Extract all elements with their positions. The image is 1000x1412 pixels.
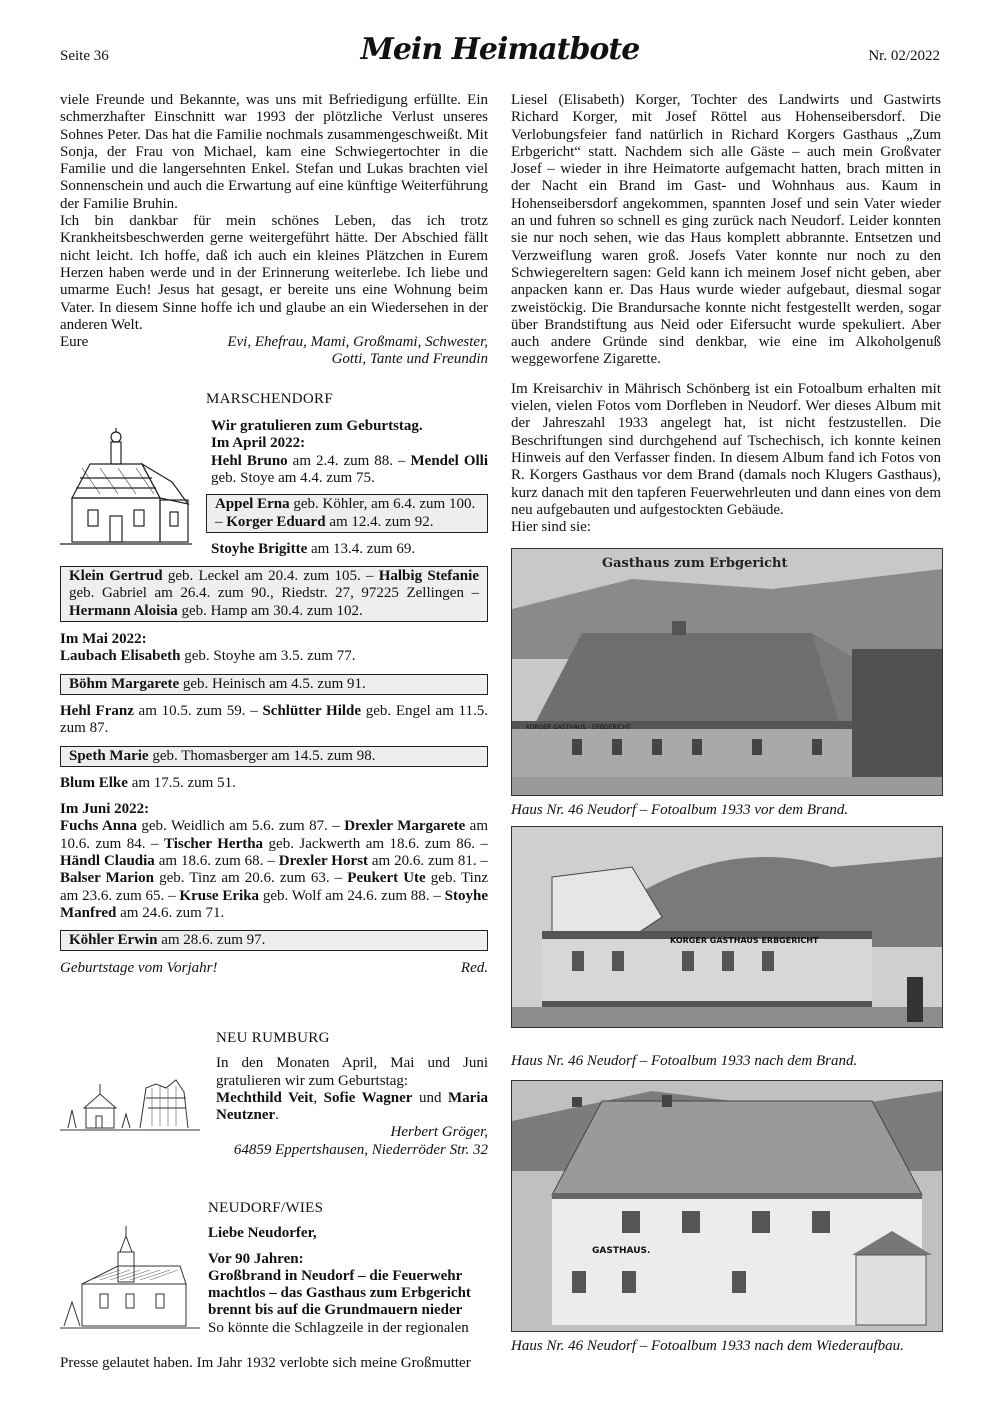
photo-caption: Haus Nr. 46 Neudorf – Fotoalbum 1933 nach dem Wiederaufbau. [511,1338,904,1354]
highlight-box: Böhm Margarete geb. Heinisch am 4.5. zum 91. [60,674,488,695]
section-title: NEU RUMBURG [216,1030,330,1046]
birthday-entry: Laubach Elisabeth geb. Stoyhe am 3.5. zum 77. [60,648,356,665]
church-illustration [60,420,192,552]
right-column [511,92,941,536]
month-heading: Im Juni 2022: [60,801,150,818]
body-text: Presse gelautet haben. Im Jahr 1932 verlobte sich meine Großmutter [60,1355,471,1371]
photo-sign: GASTHAUS. [592,1246,651,1256]
photo-before-fire [511,548,943,796]
section-footer [60,960,488,977]
photo-label: Gasthaus zum Erbgericht [602,556,788,571]
body-text: So könnte die Schlagzeile in der regionalen [208,1319,469,1336]
name-list: Mechthild Veit, Sofie Wagner und Maria Neutzner. [216,1089,488,1124]
article-paragraph: Hier sind sie: [511,519,591,536]
article-paragraph: Liesel (Elisabeth) Korger, Tochter des Landwirts und Gastwirts Richard Korger, mit Josef Röttel aus Hohenseibersdorf. Die Verlobungsfeier fand natürlich in Richard Korgers Gasthaus „Zum Erbgericht“ statt. Nachdem sich alle Gäste – auch mein Großvater Josef – wieder in ihre Heimatorte aufgemacht hatten, brach mitten in der Nacht ein Brand im Gast- und Wohnhaus aus. Kaum in Hohenseibersdorf angekommen, spannten Josef und sein Vater wieder an und fuhren so schnell es ging zurück nach Neudorf. Leider konnten sie nur noch sehen, wie das Haus komplett abbrannte. Entsetzen und Verzweiflung waren groß. Josefs Vater konnte nur noch zu den Schwiegereltern sagen: Geld kann ich meinem Josef nicht geben, aber anpacken kann er. Das Haus wurde wieder aufgebaut, diesmal sogar zweistöckig. Die Brandursache konnte nicht festgestellt werden, sogar über Brandstiftung aus Neid oder Eifersucht wurde spekuliert. Aber auch andere Gründe sind denkbar, wie eine im Alkoholgenuß weggeworfene Zigarette. [511,92,941,368]
highlight-box: Köhler Erwin am 28.6. zum 97. [60,930,488,951]
author-address: 64859 Eppertshausen, Niederröder Str. 32 [233,1141,488,1158]
photo-sign: KORGER GASTHAUS ERBGERICHT [670,936,819,945]
birthday-entry: Blum Elke am 17.5. zum 51. [60,774,236,791]
photo-caption: Haus Nr. 46 Neudorf – Fotoalbum 1933 nach dem Brand. [511,1053,858,1069]
signoff-signature: Evi, Ehefrau, Mami, Großmami, Schwester, Gotti, Tante und Freundin [227,334,488,368]
birthday-entry: Hehl Bruno am 2.4. zum 88. – Mendel Olli geb. Stoye am 4.4. zum 75. [211,452,488,486]
section-title: MARSCHENDORF [206,390,333,407]
article-paragraph: Im Kreisarchiv in Mährisch Schönberg ist ein Fotoalbum erhalten mit vielen, vielen Fotos vom Dorfleben in Neudorf. Wer dieses Album mit der Jahreszahl 1933 angelegt hat, ist nicht festzustellen. Die Beschriftungen sind durchgehend auf Tschechisch, ich konnte keinen Hinweis auf den Verfasser finden. In diesem Album fand ich Fotos von R. Korgers Gasthaus vor dem Brand (damals noch Klugers Gasthaus), kurz danach mit den tapferen Feuerwehrleuten und dann eines von dem neu aufgebauten und aufgestockten Gebäude. [511,380,941,518]
month-heading: Im April 2022: [211,435,306,452]
letter-paragraph: viele Freunde und Bekannte, was uns mit Befriedigung erfüllte. Ein schmerzhafter Einschnitt war 1993 der plötzliche Verlust unseres Sohnes Peter. Das hat die Familie nochmals zusammengeschweißt. Mit Sonja, der Frau von Michael, kam eine Schwiegertochter in die Familie und die langersehnten Enkel. Stefan und Lukas brachten viel Sonnenschein und auch die Erwartung auf eine künftige Weiterführung der Familie Bruhin. [60,92,488,212]
birthday-entry: Fuchs Anna geb. Weidlich am 5.6. zum 87. – Drexler Margarete am 10.6. zum 84. – Tischer Hertha geb. Jackwerth am 18.6. zum 86. – Händl Claudia am 18.6. zum 68. – Drexler Horst am 20.6. zum 81. – Balser Marion geb. Tinz am 20.6. zum 63. – Peukert Ute geb. Tinz am 23.6. zum 65. – Kruse Erika geb. Wolf am 24.6. zum 88. – Stoyhe Manfred am 24.6. zum 71. [60,818,489,921]
neu-rumburg-illustration [60,1058,200,1138]
neudorf-continuation [60,1355,488,1372]
birthday-entry: Stoyhe Brigitte am 13.4. zum 69. [211,540,416,557]
birthday-entry: Hehl Franz am 10.5. zum 59. – Schlütter Hilde geb. Engel am 11.5. zum 87. [60,702,489,737]
greeting-text: In den Monaten April, Mai und Juni gratulieren wir zum Geburtstag: [216,1055,488,1089]
page-header [60,32,940,76]
highlight-box: Klein Gertrud geb. Leckel am 20.4. zum 105. – Halbig Stefanie geb. Gabriel am 26.4. zum 90., Riedstr. 27, 97225 Zellingen – Hermann Aloisia geb. Hamp am 30.4. zum 102. [60,566,488,622]
highlight-box: Appel Erna geb. Köhler, am 6.4. zum 100. – Korger Eduard am 12.4. zum 92. [206,494,488,533]
photo-caption: Haus Nr. 46 Neudorf – Fotoalbum 1933 vor dem Brand. [511,802,849,818]
highlight-box: Speth Marie geb. Thomasberger am 14.5. zum 98. [60,746,488,767]
month-heading: Im Mai 2022: [60,631,147,648]
page-number: Seite 36 [60,48,109,64]
issue-number: Nr. 02/2022 [868,48,940,64]
subheading: Vor 90 Jahren: [208,1250,304,1267]
neu-rumburg-section [216,1030,488,1159]
photo-after-fire [511,826,943,1028]
photo-sign: KORGER GASTHAUS - ERBGERICHT [526,724,631,731]
masthead-logo: Mein Heimatbote [360,32,640,67]
editor-mark: Red. [460,960,488,977]
headline: Großbrand in Neudorf – die Feuerwehr machtlos – das Gasthaus zum Erbgericht brennt bis auf die Grundmauern nieder [208,1267,471,1319]
author-name: Herbert Gröger, [390,1124,488,1141]
signoff-eure: Eure [60,334,89,351]
marschendorf-section [206,391,488,558]
neudorf-church-illustration [60,1222,200,1340]
footnote: Geburtstage vom Vorjahr! [60,960,218,977]
neudorf-section [208,1200,488,1337]
section-title: NEUDORF/WIES [208,1200,324,1216]
greeting: Liebe Neudorfer, [208,1225,317,1242]
greeting: Wir gratulieren zum Geburtstag. [211,418,423,435]
letter-signoff [60,334,488,369]
letter-paragraph: Ich bin dankbar für mein schönes Leben, das ich trotz Krankheitsbeschwerden gerne weitergeführt hätte. Der Abschied fällt nicht leicht. Ich hoffe, daß ich auch ein kleines Plätzchen in Eurem Herzen haben werde und in der Erinnerung weiterlebe. Ich liebe und umarme Euch! Jesus hat gesagt, er bereite uns eine Wohnung beim Vater. In diesem Sinne hoffe ich und glaube an ein Wiedersehen in der anderen Welt. [60,213,488,333]
photo-after-rebuild [511,1080,943,1332]
